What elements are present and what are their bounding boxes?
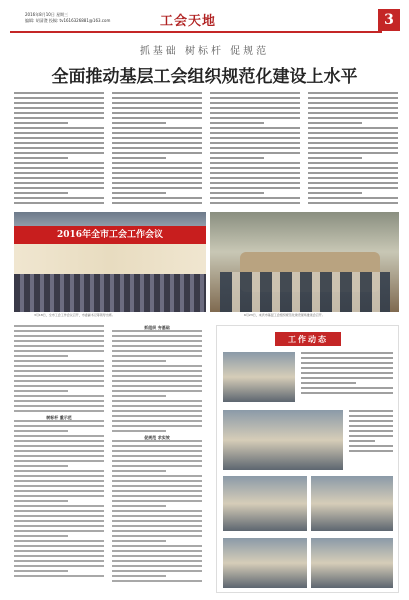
news-photo-2: [223, 410, 343, 470]
conference-audience: [14, 274, 206, 312]
text-line: [349, 440, 375, 442]
text-line: [14, 435, 104, 437]
text-line: [210, 192, 264, 194]
news-text-1: [301, 352, 393, 397]
news-photo-6: [311, 538, 393, 588]
conference-stage: [14, 244, 206, 274]
text-line: [308, 137, 398, 139]
article-kicker: 抓基础 树标杆 促规范: [139, 46, 270, 57]
lower-section: [14, 325, 399, 593]
body-column-2: [112, 92, 202, 207]
text-line: [112, 172, 202, 174]
text-line: [112, 390, 202, 392]
masthead: [10, 7, 400, 33]
text-line: [14, 345, 104, 347]
text-line: [210, 97, 300, 99]
conference-photo: [14, 212, 206, 312]
text-line: [14, 525, 104, 527]
text-line: [210, 132, 300, 134]
text-line: [112, 187, 202, 189]
text-line: [349, 450, 393, 452]
text-line: [14, 147, 104, 149]
text-line: [210, 167, 300, 169]
text-line: [112, 177, 202, 179]
masthead-date: 2016年8月10日 星期三: [25, 12, 69, 17]
text-line: [112, 510, 202, 512]
text-line: [112, 192, 166, 194]
text-line: [112, 375, 202, 377]
text-line: [349, 430, 393, 432]
text-line: [14, 132, 104, 134]
text-line: [112, 475, 202, 477]
text-line: [112, 360, 166, 362]
text-line: [14, 570, 68, 572]
text-line: [14, 540, 104, 542]
text-line: [112, 157, 166, 159]
text-line: [112, 202, 202, 204]
text-line: [112, 340, 202, 342]
text-line: [112, 460, 202, 462]
text-line: [301, 377, 393, 379]
text-line: [112, 550, 202, 552]
text-line: [308, 162, 398, 164]
text-line: [210, 182, 300, 184]
text-line: [112, 455, 202, 457]
body-column-1: [14, 92, 104, 207]
text-line: [14, 117, 104, 119]
text-line: [112, 555, 202, 557]
subsection-heading-3: 促规范 求实效: [144, 435, 170, 440]
meeting-photo: [210, 212, 399, 312]
text-line: [112, 345, 202, 347]
text-line: [112, 152, 202, 154]
text-line: [112, 350, 202, 352]
conference-banner: 2016年全市工会工作会议: [14, 226, 206, 244]
text-line: [14, 340, 104, 342]
text-line: [308, 177, 398, 179]
text-line: [308, 187, 398, 189]
text-line: [14, 550, 104, 552]
text-line: [14, 142, 104, 144]
text-line: [308, 157, 362, 159]
text-line: [14, 505, 104, 507]
text-line: [14, 465, 68, 467]
text-line: [14, 530, 104, 532]
text-line: [112, 480, 202, 482]
text-line: [112, 525, 202, 527]
text-line: [14, 510, 104, 512]
text-line: [14, 425, 104, 427]
text-line: [301, 392, 393, 394]
text-line: [14, 500, 68, 502]
text-line: [14, 122, 68, 124]
text-line: [308, 152, 398, 154]
text-line: [112, 500, 202, 502]
text-line: [308, 192, 362, 194]
text-line: [14, 515, 104, 517]
text-line: [14, 152, 104, 154]
text-line: [112, 365, 202, 367]
text-line: [112, 122, 166, 124]
text-line: [112, 132, 202, 134]
text-line: [14, 177, 104, 179]
text-line: [308, 122, 362, 124]
text-line: [14, 470, 104, 472]
text-line: [14, 545, 104, 547]
text-line: [210, 127, 300, 129]
body-column-3: [210, 92, 300, 207]
lower-column-2: [112, 325, 202, 585]
text-line: [14, 107, 104, 109]
text-line: [14, 520, 104, 522]
text-line: [210, 152, 300, 154]
text-line: [14, 370, 104, 372]
text-line: [210, 177, 300, 179]
text-line: [112, 560, 202, 562]
news-text-2: [349, 410, 393, 455]
text-line: [14, 390, 68, 392]
text-line: [112, 535, 202, 537]
text-line: [112, 405, 202, 407]
news-photo-1: [223, 352, 295, 402]
text-line: [210, 187, 300, 189]
text-line: [210, 122, 264, 124]
text-line: [210, 107, 300, 109]
text-line: [14, 172, 104, 174]
text-line: [349, 435, 393, 437]
text-line: [14, 385, 104, 387]
text-line: [112, 540, 166, 542]
text-line: [14, 395, 104, 397]
text-line: [112, 575, 166, 577]
text-line: [210, 147, 300, 149]
text-line: [112, 490, 202, 492]
text-line: [14, 575, 104, 577]
text-line: [14, 560, 104, 562]
text-line: [112, 102, 202, 104]
text-line: [210, 162, 300, 164]
text-line: [14, 167, 104, 169]
subsection-heading-1: 抓组织 夯基础: [144, 325, 170, 330]
meeting-attendees: [220, 272, 390, 312]
text-line: [112, 335, 202, 337]
text-line: [14, 375, 104, 377]
text-line: [112, 107, 202, 109]
text-line: [301, 372, 393, 374]
text-line: [112, 127, 202, 129]
text-line: [14, 197, 104, 199]
text-line: [14, 565, 104, 567]
text-line: [112, 197, 202, 199]
text-line: [14, 162, 104, 164]
lower-column-1: [14, 325, 104, 580]
text-line: [14, 127, 104, 129]
text-line: [308, 147, 398, 149]
text-line: [112, 495, 202, 497]
text-line: [14, 360, 104, 362]
text-line: [14, 480, 104, 482]
text-line: [308, 142, 398, 144]
text-line: [349, 415, 393, 417]
text-line: [14, 192, 68, 194]
work-news-panel: [216, 325, 399, 593]
text-line: [112, 425, 202, 427]
text-line: [14, 380, 104, 382]
masthead-meta: [25, 12, 110, 24]
text-line: [14, 92, 104, 94]
text-line: [112, 520, 202, 522]
text-line: [308, 92, 398, 94]
text-line: [14, 490, 104, 492]
text-line: [14, 535, 68, 537]
text-line: [308, 102, 398, 104]
text-line: [14, 202, 104, 204]
text-line: [112, 330, 202, 332]
news-photo-3: [223, 476, 307, 531]
text-line: [349, 420, 393, 422]
text-line: [112, 485, 202, 487]
article-headline: 全面推动基层工会组织规范化建设上水平: [51, 67, 358, 87]
text-line: [210, 172, 300, 174]
text-line: [14, 137, 104, 139]
text-line: [349, 445, 393, 447]
text-line: [14, 112, 104, 114]
text-line: [301, 352, 393, 354]
text-line: [210, 102, 300, 104]
text-line: [112, 415, 202, 417]
page-number: 3: [378, 9, 400, 31]
text-line: [308, 167, 398, 169]
text-line: [112, 515, 202, 517]
text-line: [301, 367, 393, 369]
text-line: [112, 395, 166, 397]
text-line: [112, 530, 202, 532]
text-line: [14, 460, 104, 462]
text-line: [112, 450, 202, 452]
text-line: [14, 445, 104, 447]
text-line: [14, 365, 104, 367]
text-line: [112, 440, 202, 442]
text-line: [14, 485, 104, 487]
photo-strip: [14, 212, 399, 317]
text-line: [112, 167, 202, 169]
text-line: [112, 400, 202, 402]
text-line: [112, 137, 202, 139]
text-line: [210, 197, 300, 199]
masthead-rule: [10, 31, 382, 33]
text-line: [112, 565, 202, 567]
text-line: [112, 380, 202, 382]
text-line: [14, 475, 104, 477]
text-line: [308, 107, 398, 109]
photo-caption-left: 3月18日，全市工会工作会议召开，市委副书记等领导出席。: [34, 313, 115, 317]
section-title: 工会天地: [160, 14, 217, 29]
text-line: [112, 545, 202, 547]
text-line: [112, 465, 202, 467]
text-line: [14, 182, 104, 184]
text-line: [112, 97, 202, 99]
text-line: [112, 470, 166, 472]
text-line: [112, 505, 166, 507]
text-line: [14, 420, 104, 422]
text-line: [14, 410, 104, 412]
text-line: [308, 197, 398, 199]
text-line: [308, 127, 398, 129]
text-line: [14, 335, 104, 337]
text-line: [112, 182, 202, 184]
text-line: [308, 97, 398, 99]
text-line: [112, 410, 202, 412]
text-line: [112, 142, 202, 144]
text-line: [210, 112, 300, 114]
text-line: [210, 137, 300, 139]
text-line: [210, 202, 300, 204]
text-line: [210, 142, 300, 144]
text-line: [112, 147, 202, 149]
text-line: [112, 92, 202, 94]
text-line: [349, 425, 393, 427]
text-line: [308, 112, 398, 114]
text-line: [14, 355, 68, 357]
text-line: [210, 157, 264, 159]
text-line: [14, 400, 104, 402]
text-line: [308, 132, 398, 134]
text-line: [14, 495, 104, 497]
text-line: [301, 362, 393, 364]
text-line: [301, 382, 356, 384]
text-line: [301, 357, 393, 359]
text-line: [14, 430, 68, 432]
text-line: [112, 162, 202, 164]
text-line: [14, 440, 104, 442]
text-line: [14, 350, 104, 352]
text-line: [14, 405, 104, 407]
text-line: [112, 430, 166, 432]
text-line: [308, 172, 398, 174]
text-line: [14, 455, 104, 457]
text-line: [14, 555, 104, 557]
text-line: [112, 385, 202, 387]
text-line: [301, 387, 393, 389]
text-line: [112, 445, 202, 447]
work-news-title: 工作动态: [275, 332, 341, 346]
text-line: [112, 112, 202, 114]
text-line: [14, 187, 104, 189]
masthead-editor: 编辑: 胡清澄 投稿: tv1616326881@163.com: [25, 18, 111, 23]
text-line: [14, 102, 104, 104]
text-line: [112, 580, 202, 582]
text-line: [112, 420, 202, 422]
text-line: [349, 410, 393, 412]
text-line: [210, 92, 300, 94]
text-line: [308, 202, 398, 204]
text-line: [112, 355, 202, 357]
text-line: [308, 182, 398, 184]
text-line: [308, 117, 398, 119]
text-line: [112, 570, 202, 572]
text-line: [112, 370, 202, 372]
text-line: [14, 325, 104, 327]
text-line: [14, 157, 68, 159]
news-photo-5: [223, 538, 307, 588]
text-line: [112, 117, 202, 119]
text-line: [14, 450, 104, 452]
text-line: [14, 97, 104, 99]
subsection-heading-2: 树标杆 重示范: [46, 415, 72, 420]
text-line: [14, 330, 104, 332]
text-line: [210, 117, 300, 119]
article-body: [14, 92, 399, 207]
photo-caption-right: 6月23日，来宾市基层工会组织规范化建设现场推进会召开。: [244, 313, 325, 317]
body-column-4: [308, 92, 398, 207]
news-photo-4: [311, 476, 393, 531]
